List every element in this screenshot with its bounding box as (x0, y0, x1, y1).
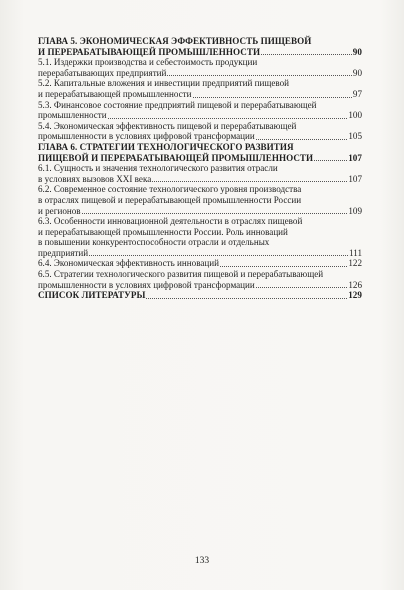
toc-entry-s5-1 (38, 57, 362, 78)
toc-entry-s5-3 (38, 100, 362, 121)
toc-entry-text: 5.4. Экономическая эффективность пищевой и перерабатывающей (38, 120, 297, 131)
toc-page-number: 105 (348, 131, 362, 142)
toc-entry-text: 5.1. Издержки производства и себестоимость продукции (38, 57, 258, 68)
toc-entry-ch5 (38, 36, 362, 57)
toc-entry-text: 6.2. Современное состояние технологического уровня производства (38, 184, 302, 195)
toc-entry-text: И ПЕРЕРАБАТЫВАЮЩЕЙ ПРОМЫШЛЕННОСТИ (38, 46, 261, 57)
toc-page-number: 122 (348, 258, 362, 269)
leader-dots (89, 254, 348, 256)
toc-entry-text: ГЛАВА 5. ЭКОНОМИЧЕСКАЯ ЭФФЕКТИВНОСТЬ ПИЩЕВОЙ (38, 36, 312, 46)
toc-page-number: 109 (348, 205, 362, 216)
toc-entry-text: 6.4. Экономическая эффективность инноваций (38, 258, 220, 269)
leader-dots (314, 159, 347, 161)
toc-entry-text: 6.1. Сущность и значения технологического развития отрасли (38, 163, 278, 174)
leader-dots (167, 74, 352, 76)
toc-entry-text: в повышении конкурентоспособности отрасли и отдельных (38, 237, 270, 248)
toc-entry-text: промышленности в условиях цифровой трансформации (38, 279, 255, 290)
toc-entry-text: 5.3. Финансовое состояние предприятий пищевой и перерабатывающей (38, 99, 317, 110)
toc-entry-s5-2 (38, 78, 362, 99)
toc-page-number: 97 (352, 88, 362, 99)
leader-dots (108, 117, 348, 119)
toc-entry-text: в условиях вызовов XXI века (38, 173, 152, 184)
toc-entry-text: и перерабатывающей промышленности России. Роль инноваций (38, 226, 288, 237)
toc-entry-s6-2 (38, 184, 362, 216)
toc-page-number: 129 (348, 290, 362, 301)
toc-entry-text: и перерабатывающей промышленности (38, 88, 192, 99)
toc-entry-s6-3 (38, 216, 362, 258)
toc-page-number: 90 (352, 46, 362, 57)
toc-entry-text: промышленности (38, 110, 107, 121)
toc-page-number: 107 (348, 173, 362, 184)
toc-page-number: 100 (348, 110, 362, 121)
leader-dots (152, 180, 347, 182)
toc-page-number: 126 (348, 279, 362, 290)
toc-entry-text: перерабатывающих предприятий (38, 67, 167, 78)
toc-entry-text: СПИСОК ЛИТЕРАТУРЫ (38, 290, 146, 301)
toc-entry-s6-4 (38, 258, 362, 269)
table-of-contents (38, 36, 362, 301)
leader-dots (146, 297, 347, 299)
toc-entry-text: промышленности в условиях цифровой трансформации (38, 131, 255, 142)
page-number: 133 (194, 556, 210, 566)
toc-page-number: 111 (349, 247, 362, 258)
leader-dots (193, 96, 352, 98)
toc-entry-text: в отраслях пищевой и перерабатывающей промышленности России (38, 194, 302, 205)
toc-entry-s6-1 (38, 163, 362, 184)
toc-entry-text: ПИЩЕВОЙ И ПЕРЕРАБАТЫВАЮЩЕЙ ПРОМЫШЛЕННОСТИ (38, 152, 314, 163)
toc-entry-s5-4 (38, 121, 362, 142)
leader-dots (256, 138, 348, 140)
leader-dots (256, 286, 348, 288)
toc-entry-ch6 (38, 142, 362, 163)
toc-entry-text: и регионов (38, 205, 81, 216)
leader-dots (82, 212, 348, 214)
toc-entry-refs (38, 290, 362, 301)
toc-entry-text: предприятий (38, 247, 89, 258)
leader-dots (220, 265, 347, 267)
toc-page-number: 90 (352, 67, 362, 78)
toc-entry-text: ГЛАВА 6. СТРАТЕГИИ ТЕХНОЛОГИЧЕСКОГО РАЗВИТИЯ (38, 141, 294, 152)
toc-entry-text: 6.3. Особенности инновационной деятельности в отраслях пищевой (38, 216, 303, 227)
toc-entry-s6-5 (38, 269, 362, 290)
leader-dots (261, 53, 352, 55)
toc-entry-text: 6.5. Стратегии технологического развития пищевой и перерабатывающей (38, 269, 324, 280)
toc-entry-text: 5.2. Капитальные вложения и инвестиции предприятий пищевой (38, 78, 290, 89)
toc-page-number: 107 (348, 152, 362, 163)
